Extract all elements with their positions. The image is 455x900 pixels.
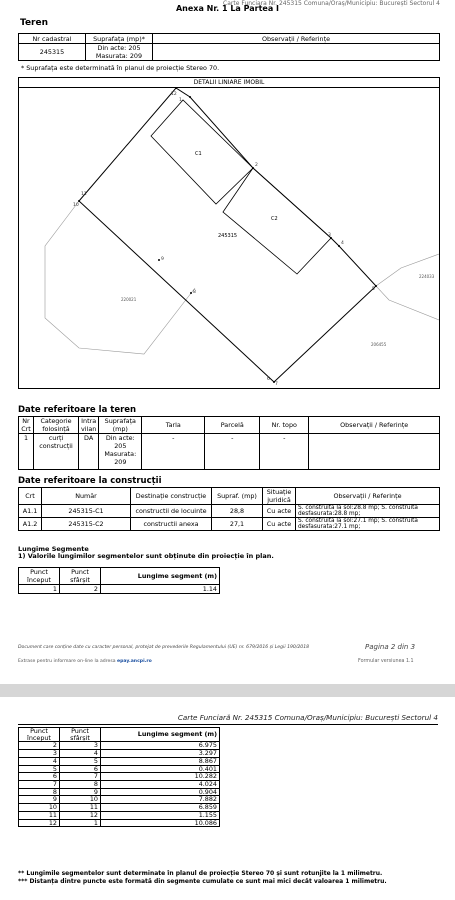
constr-situatie-value: Cu acte	[263, 518, 296, 531]
constr-observatii-value: S. construita la sol:28.8 mp; S. construita desfasurata:28.8 mp;	[296, 505, 440, 518]
col-suprafata: Suprafața (mp)*	[86, 34, 153, 44]
segment-length: 8.867	[101, 757, 220, 765]
point-marker	[190, 292, 192, 294]
rounding-note: ** Lungimile segmentelor sunt determinate în planul de proiecție Stereo 70 și sunt rotunjite la 1 milimetru.	[18, 870, 383, 877]
constr-suprafata-value: 27,1	[212, 518, 263, 531]
segment-length: 6.859	[101, 804, 220, 812]
page-number: Pagina 2 din 3	[365, 643, 416, 651]
point-marker	[78, 200, 80, 202]
segment-table-page3	[18, 727, 220, 827]
point-marker	[189, 96, 191, 98]
neighbor-bottom-right-outline	[376, 286, 439, 320]
col-topo: Nr. topo	[260, 417, 309, 434]
date-constructii-heading: Date referitoare la construcții	[18, 476, 162, 486]
segment-end: 7	[60, 773, 101, 781]
page-header: Carte Funciară Nr. 245315 Comuna/Oraș/Municipiu: București Sectorul 4	[177, 713, 438, 722]
segment-start: 1	[19, 585, 60, 594]
date-teren-heading: Date referitoare la teren	[18, 405, 137, 415]
col-suprafata: Supraf. (mp)	[212, 488, 263, 505]
col-categorie: Categorie folosință	[34, 417, 79, 434]
col-suprafata: Suprafața (mp)	[99, 417, 142, 434]
teren-observatii-value	[309, 434, 440, 470]
segment-end: 6	[60, 765, 101, 773]
constr-crt-value: A1.1	[19, 505, 42, 518]
segment-length: 0.401	[101, 765, 220, 773]
lungime-segmente-block	[18, 546, 274, 561]
col-crt: Crt	[19, 488, 42, 505]
segment-start: 11	[19, 811, 60, 819]
epay-link[interactable]: epay.ancpi.ro	[117, 659, 152, 664]
nr-cadastral-value: 245315	[19, 44, 86, 61]
segment-start: 2	[19, 742, 60, 750]
constr-numar-value: 245315-C2	[42, 518, 131, 531]
point-label: 3	[328, 233, 331, 238]
teren-topo-value: -	[260, 434, 309, 470]
col-lungime: Lungime segment (m)	[101, 728, 220, 742]
point-label: 2	[255, 163, 258, 168]
constr-situatie-value: Cu acte	[263, 505, 296, 518]
table-row	[19, 781, 220, 789]
segment-end: 8	[60, 781, 101, 789]
constr-suprafata-value: 28,8	[212, 505, 263, 518]
col-nr-cadastral: Nr cadastral	[19, 34, 86, 44]
col-parcela: Parcelă	[205, 417, 260, 434]
segment-rows	[19, 742, 220, 827]
header-rule	[18, 724, 438, 725]
segment-end: 9	[60, 788, 101, 796]
building-c1-outline	[151, 100, 253, 204]
plan-title: DETALII LINIARE IMOBIL	[193, 79, 265, 86]
teren-nr-value: 1	[19, 434, 34, 470]
segment-length: 0.904	[101, 788, 220, 796]
col-tarla: Tarla	[142, 417, 205, 434]
building-c2-label: C2	[271, 216, 278, 222]
segment-start: 9	[19, 796, 60, 804]
segment-start: 3	[19, 750, 60, 758]
segment-length: 10.086	[101, 819, 220, 827]
point-label: 9	[161, 257, 164, 262]
extras-text: Extrase pentru informare on-line la adresa	[18, 659, 116, 664]
segment-end: 4	[60, 750, 101, 758]
segment-table-page2	[18, 567, 220, 594]
annex-title: Anexa Nr. 1 La Partea I	[175, 4, 279, 13]
col-punct-inceput: Punct început	[19, 728, 60, 742]
constr-observatii-value: S. construita la sol:27.1 mp; S. construita desfasurata:27.1 mp;	[296, 518, 440, 531]
segment-length: 4.024	[101, 781, 220, 789]
lungime-title: Lungime Segmente	[18, 545, 89, 553]
segment-length: 1.155	[101, 811, 220, 819]
point-label: 7	[275, 382, 278, 387]
document-page-3	[0, 697, 455, 900]
segment-end: 2	[60, 585, 101, 594]
date-constructii-table	[18, 487, 440, 531]
date-teren-table	[18, 416, 440, 470]
point-label: 12	[171, 92, 177, 97]
constr-numar-value: 245315-C1	[42, 505, 131, 518]
table-row	[19, 765, 220, 773]
segment-end: 10	[60, 796, 101, 804]
distance-note: *** Distanța dintre puncte este formată din segmente cumulate ce sunt mai mici decât valoarea 1 milimetru.	[18, 878, 387, 885]
stereo-note: * Suprafața este determinată în planul de proiecție Stereo 70.	[21, 64, 220, 72]
masurata-value: Masurata: 209	[95, 52, 143, 60]
point-label: 8	[193, 290, 196, 295]
teren-parcela-value: -	[205, 434, 260, 470]
cadastral-plan-drawing	[19, 88, 439, 388]
table-row	[19, 750, 220, 758]
teren-heading: Teren	[20, 18, 48, 28]
parcel-label: 245315	[218, 233, 238, 239]
col-punct-sfarsit: Punct sfârșit	[60, 568, 101, 585]
constr-destinatie-value: constructii de locuinte	[131, 505, 212, 518]
segment-start: 7	[19, 781, 60, 789]
segment-end: 12	[60, 811, 101, 819]
col-intravilan: Intra vilan	[79, 417, 99, 434]
col-situatie: Situație juridică	[263, 488, 296, 505]
point-label: 5	[372, 287, 375, 292]
teren-din-acte-value: Din acte: 205	[105, 434, 135, 450]
cut-header-text: Carte Funciara Nr. 245315 Comuna/Oraș/Municipiu: București Sectorul 4	[223, 0, 440, 7]
col-observatii: Observații / Referințe	[153, 34, 440, 44]
constr-destinatie-value: constructii anexa	[131, 518, 212, 531]
table-row	[19, 819, 220, 827]
segment-start: 6	[19, 773, 60, 781]
constr-crt-value: A1.2	[19, 518, 42, 531]
extras-footer	[18, 659, 152, 664]
table-row	[19, 742, 220, 750]
formular-version: Formular versiunea 1.1	[358, 659, 414, 664]
point-label: 6	[267, 377, 270, 382]
din-acte-value: Din acte: 205	[97, 44, 141, 52]
neighbor-left-label: 220021	[121, 297, 137, 302]
col-lungime: Lungime segment (m)	[101, 568, 220, 585]
table-row	[19, 788, 220, 796]
neighbor-right-label: 224033	[419, 274, 435, 279]
col-punct-inceput: Punct început	[19, 568, 60, 585]
segment-length: 1.14	[101, 585, 220, 594]
point-label: 11	[81, 192, 87, 197]
col-nr-crt: Nr Crt	[19, 417, 34, 434]
segment-length: 3.297	[101, 750, 220, 758]
teren-intravilan-value: DA	[79, 434, 99, 470]
point-label: 1	[179, 98, 182, 103]
segment-end: 5	[60, 757, 101, 765]
segment-start: 4	[19, 757, 60, 765]
neighbor-left-outline	[45, 201, 195, 354]
col-observatii: Observații / Referințe	[309, 417, 440, 434]
segment-start: 12	[19, 819, 60, 827]
col-punct-sfarsit: Punct sfârșit	[60, 728, 101, 742]
teren-suprafata-value	[99, 434, 142, 470]
segment-end: 1	[60, 819, 101, 827]
plan-box	[18, 77, 440, 389]
segment-length: 6.975	[101, 742, 220, 750]
gdpr-footer-note: Document care conține date cu caracter personal, protejat de prevederile Regulamentului (UE) nr. 679/2016 și Legii 190/2018	[18, 645, 310, 650]
page-separator	[0, 684, 455, 697]
segment-start: 5	[19, 765, 60, 773]
col-destinatie: Destinație construcție	[131, 488, 212, 505]
segment-length: 10.282	[101, 773, 220, 781]
point-marker	[158, 259, 160, 261]
segment-end: 3	[60, 742, 101, 750]
teren-categorie-value: curți construcții	[34, 434, 79, 470]
teren-table	[18, 33, 440, 61]
teren-tarla-value: -	[142, 434, 205, 470]
teren-masurata-value: Masurata: 209	[104, 450, 137, 466]
suprafata-value	[86, 44, 153, 61]
observatii-value	[153, 44, 440, 61]
point-label: 4	[341, 241, 344, 246]
table-row	[19, 773, 220, 781]
point-label: 10	[73, 203, 79, 208]
point-marker	[375, 285, 377, 287]
segment-end: 11	[60, 804, 101, 812]
table-row	[19, 757, 220, 765]
neighbor-right-outline	[376, 254, 439, 286]
col-observatii: Observații / Referințe	[296, 488, 440, 505]
segment-length: 7.882	[101, 796, 220, 804]
neighbor-bottom-right-label: 206455	[371, 342, 387, 347]
building-c1-label: C1	[195, 151, 202, 157]
table-row	[19, 811, 220, 819]
col-numar: Număr	[42, 488, 131, 505]
point-marker	[252, 167, 254, 169]
segment-start: 10	[19, 804, 60, 812]
lungime-subtitle: 1) Valorile lungimilor segmentelor sunt obținute din proiecție în plan.	[18, 552, 274, 561]
segment-start: 8	[19, 788, 60, 796]
point-marker	[338, 245, 340, 247]
